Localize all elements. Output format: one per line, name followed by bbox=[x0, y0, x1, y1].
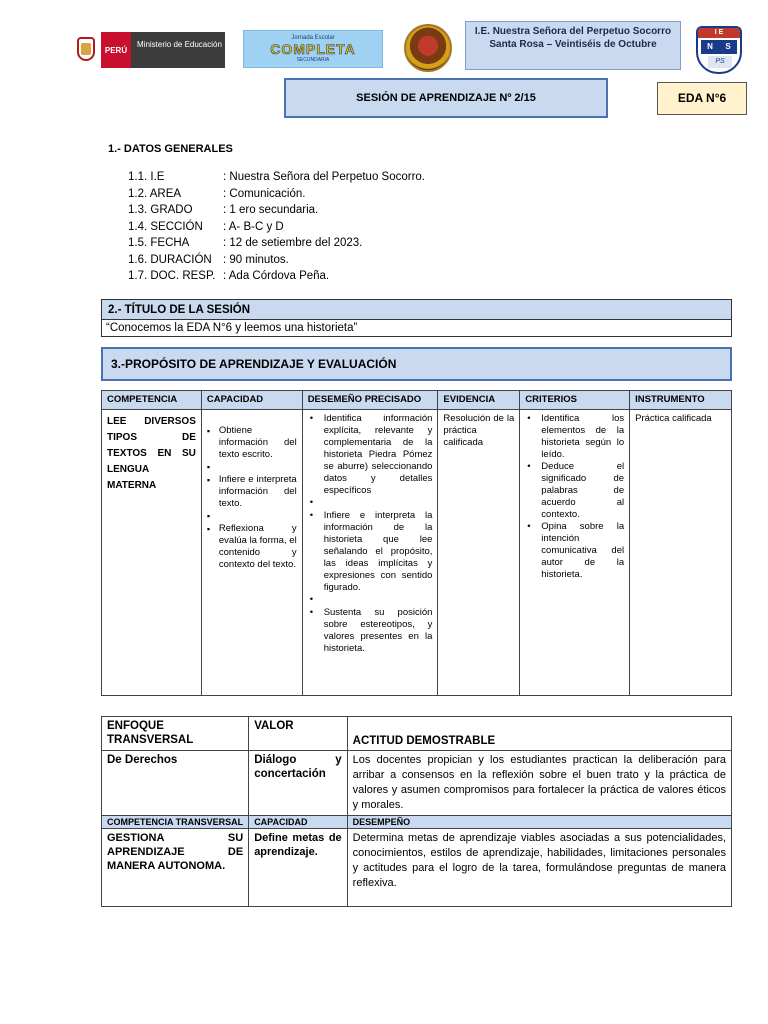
shield-left: N bbox=[701, 40, 719, 54]
minedu-logo bbox=[75, 32, 225, 68]
header-desempeno-transversal: DESEMPEÑO bbox=[347, 816, 731, 829]
spacer bbox=[308, 594, 433, 607]
criterio-item: • Identifica los elementos de la historieta según lo leído. bbox=[525, 413, 624, 461]
dg-row bbox=[128, 235, 425, 252]
eda-badge: EDA N°6 bbox=[657, 82, 747, 115]
transversal-row bbox=[102, 829, 732, 907]
titulo-heading: 2.- TÍTULO DE LA SESIÓN bbox=[102, 300, 731, 320]
titulo-text: “Conocemos la EDA N°6 y leemos una historieta” bbox=[106, 322, 358, 334]
capacidad-item: ▪ Infiere e interpreta información del texto. bbox=[207, 474, 297, 510]
header-criterios: CRITERIOS bbox=[520, 391, 630, 410]
dg-row bbox=[128, 268, 425, 285]
shield-right: S bbox=[719, 40, 737, 54]
desempeno-cell bbox=[302, 410, 438, 696]
peru-shield-icon bbox=[75, 35, 97, 65]
datos-generales-title: 1.- DATOS GENERALES bbox=[108, 143, 233, 155]
dg-value: : Ada Córdova Peña. bbox=[223, 270, 330, 282]
dg-value: : Nuestra Señora del Perpetuo Socorro. bbox=[223, 171, 426, 183]
dg-label: 1.3. GRADO bbox=[128, 204, 193, 216]
header-valor: VALOR bbox=[249, 717, 347, 751]
enfoque-row bbox=[102, 751, 732, 816]
valor-value: Diálogo y concertación bbox=[249, 751, 347, 816]
shield-band: I E bbox=[698, 28, 740, 38]
dg-row bbox=[128, 219, 425, 236]
datos-generales-list bbox=[128, 169, 425, 285]
header-evidencia: EVIDENCIA bbox=[438, 391, 520, 410]
jornada-completa-logo bbox=[243, 30, 383, 68]
titulo-section bbox=[101, 299, 732, 337]
spacer bbox=[207, 510, 297, 523]
header-actitud: ACTITUD DEMOSTRABLE bbox=[347, 717, 731, 751]
dg-label: 1.4. SECCIÓN bbox=[128, 220, 203, 233]
proposito-table bbox=[101, 390, 732, 696]
shield-motto: PS bbox=[708, 56, 732, 68]
spacer bbox=[308, 497, 433, 510]
capacidad-item: ▪ Reflexiona y evalúa la forma, el contenido y contexto del texto. bbox=[207, 523, 297, 571]
criterio-item: • Opina sobre la intención comunicativa del autor de la historieta. bbox=[525, 521, 624, 581]
desempeno-item: • Infiere e interpreta la información de la historieta que lee señalando el propósito, las ideas implícitas y expresiones con sentido figurado. bbox=[308, 510, 433, 594]
dg-label: 1.5. FECHA bbox=[128, 237, 190, 249]
header-capacidad: CAPACIDAD bbox=[201, 391, 302, 410]
evidencia-cell: Resolución de la práctica calificada bbox=[438, 410, 520, 696]
dg-row bbox=[128, 169, 425, 186]
header-desempeno: DESEMEÑO PRECISADO bbox=[302, 391, 438, 410]
criterio-item: • Deduce el significado de palabras de acuerdo al contexto. bbox=[525, 461, 624, 521]
dg-value: : A- B-C y D bbox=[223, 220, 284, 233]
dg-value: : 12 de setiembre del 2023. bbox=[223, 237, 363, 249]
proposito-heading: 3.-PROPÓSITO DE APRENDIZAJE Y EVALUACIÓN bbox=[101, 347, 732, 381]
completa-main: COMPLETA bbox=[270, 41, 356, 57]
dg-value: : Comunicación. bbox=[223, 187, 306, 200]
dg-row bbox=[128, 186, 425, 203]
school-shield-icon bbox=[696, 26, 742, 74]
dg-value: : 1 ero secundaria. bbox=[223, 204, 319, 216]
header-competencia-transversal: COMPETENCIA TRANSVERSAL bbox=[102, 816, 249, 829]
school-name-box bbox=[465, 21, 681, 70]
capacidad-cell bbox=[201, 410, 302, 696]
instrumento-cell: Práctica calificada bbox=[630, 410, 732, 696]
header-instrumento: INSTRUMENTO bbox=[630, 391, 732, 410]
school-name: I.E. Nuestra Señora del Perpetuo Socorro bbox=[474, 26, 672, 37]
transversal-header-row bbox=[102, 816, 732, 829]
enfoque-table bbox=[101, 716, 732, 907]
dg-label: 1.7. DOC. RESP. bbox=[128, 270, 216, 282]
criterios-cell bbox=[520, 410, 630, 696]
actitud-value: Los docentes propician y los estudiantes practican la deliberación para arribar a consensos en la reflexión sobre el buen trato y la práctica de valores y asumen compromisos para fortalecer la práctica de valores éticos y morales. bbox=[347, 751, 731, 816]
school-location: Santa Rosa – Veintiséis de Octubre bbox=[489, 39, 657, 50]
dg-row bbox=[128, 202, 425, 219]
dg-value: : 90 minutos. bbox=[223, 253, 289, 266]
capacidad-transversal: Define metas de aprendizaje. bbox=[249, 829, 347, 907]
completa-top: Jornada Escolar bbox=[291, 35, 335, 41]
ministerio-label: Ministerio de Educación bbox=[131, 32, 225, 68]
capacidad-item: ▪ Obtiene información del texto escrito. bbox=[207, 425, 297, 461]
table-header-row bbox=[102, 391, 732, 410]
enfoque-value: De Derechos bbox=[102, 751, 249, 816]
dg-row bbox=[128, 252, 425, 269]
desempeno-item: • Sustenta su posición sobre estereotipos, y valores presentes en la historieta. bbox=[308, 607, 433, 655]
enfoque-header-row bbox=[102, 717, 732, 751]
spacer bbox=[207, 461, 297, 474]
competencia-cell: LEE DIVERSOS TIPOS DE TEXTOS EN SU LENGUA MATERNA bbox=[102, 410, 202, 696]
desempeno-transversal: Determina metas de aprendizaje viables asociadas a sus potencialidades, conocimientos, estilos de aprendizaje, habilidades, limitaciones personales y actitudes para el logro de la tarea, formulándose preguntas de manera reflexiva. bbox=[347, 829, 731, 907]
virgin-image-icon bbox=[404, 24, 452, 72]
dg-label: 1.1. I.E bbox=[128, 171, 165, 183]
table-row bbox=[102, 410, 732, 696]
peru-label: PERÚ bbox=[101, 32, 131, 68]
header-competencia: COMPETENCIA bbox=[102, 391, 202, 410]
session-title: SESIÓN DE APRENDIZAJE Nº 2/15 bbox=[284, 78, 608, 118]
dg-label: 1.2. AREA bbox=[128, 187, 182, 200]
header-enfoque: ENFOQUE TRANSVERSAL bbox=[102, 717, 249, 751]
dg-label: 1.6. DURACIÓN bbox=[128, 253, 212, 266]
desempeno-item: • Identifica información explícita, relevante y complementaria de la historieta Piedra Pómez se aburre) seleccionando datos y detalles específicos bbox=[308, 413, 433, 497]
competencia-transversal: GESTIONA SU APRENDIZAJE DE MANERA AUTONOMA. bbox=[102, 829, 249, 907]
header-capacidad-transversal: CAPACIDAD bbox=[249, 816, 347, 829]
completa-bottom: SECUNDARIA bbox=[296, 57, 330, 63]
